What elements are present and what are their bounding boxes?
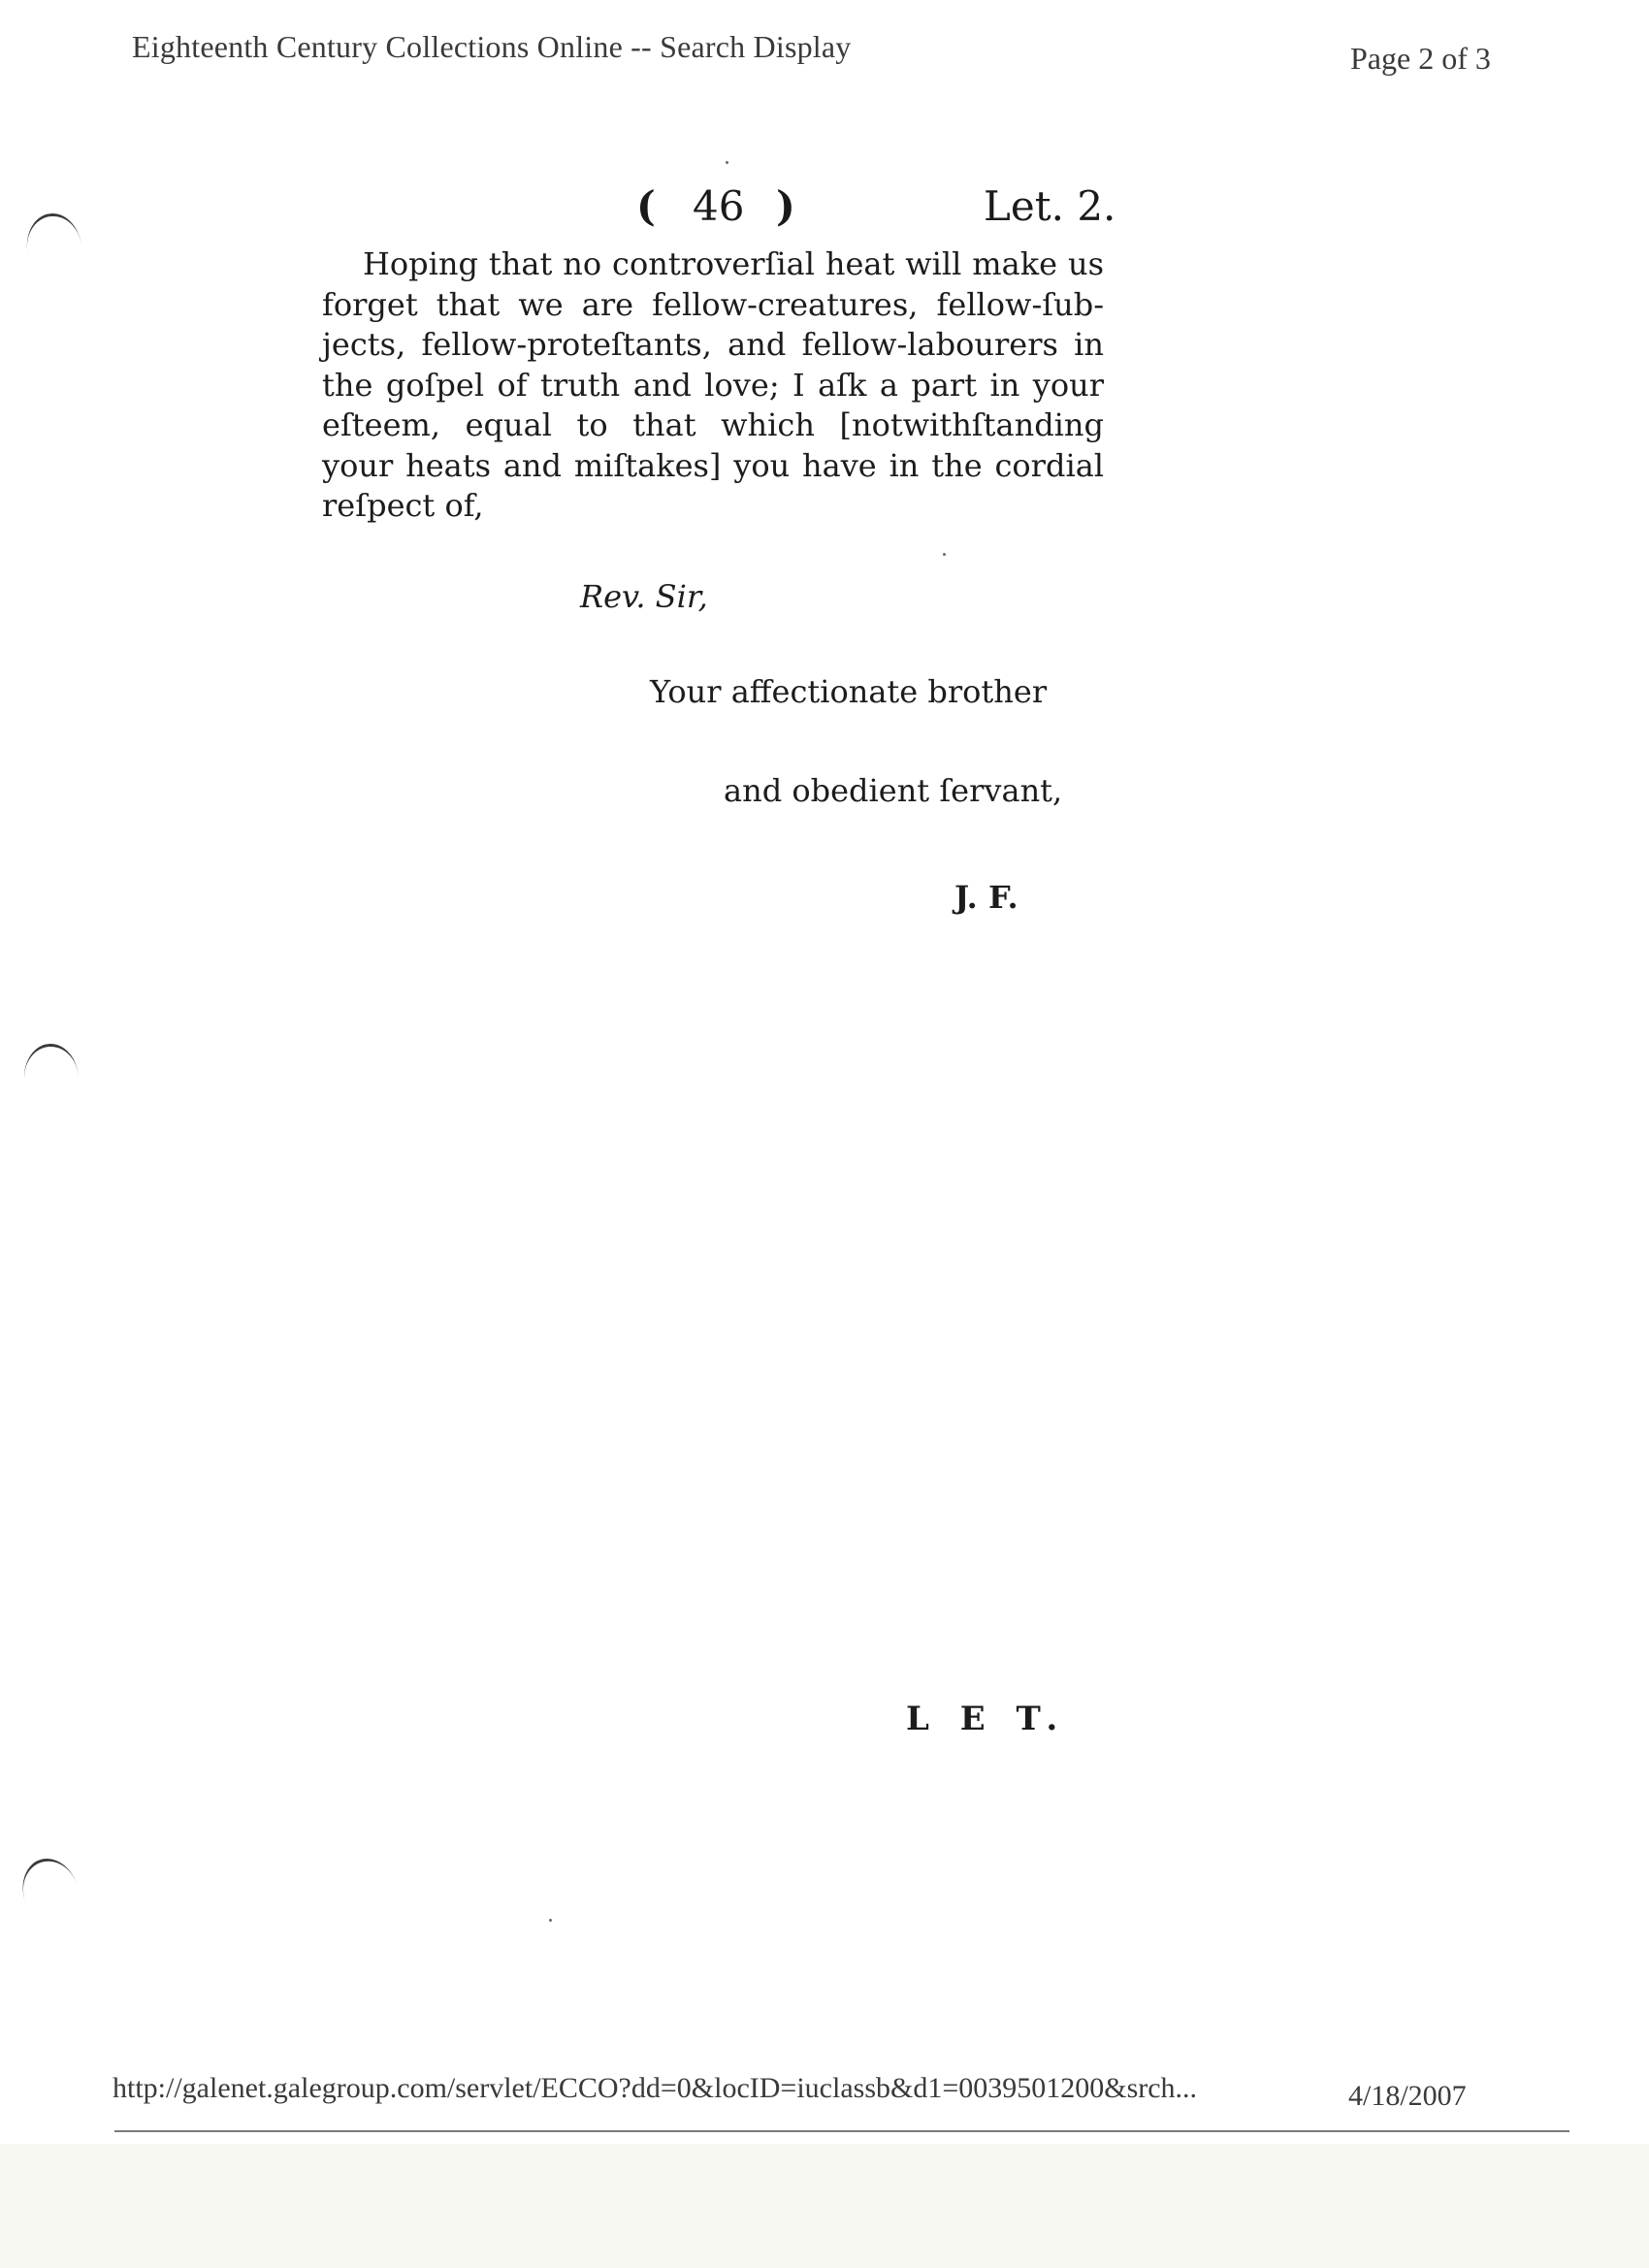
scan-speck xyxy=(549,1919,552,1922)
scan-speck xyxy=(943,553,946,556)
catchword: L E T. xyxy=(906,1700,1068,1738)
scanner-bottom-strip xyxy=(0,2144,1649,2268)
footer-divider xyxy=(114,2130,1569,2132)
signature-initials: J. F. xyxy=(954,879,1018,916)
closing-line: and obedient ſervant, xyxy=(724,772,1063,809)
print-footer-date: 4/18/2007 xyxy=(1348,2080,1467,2112)
letter-body-paragraph: Hoping that no controverſial heat will make us forget that we are fellow-creatures, fellow-ſub-jects, fellow-proteſtants, and fellow-labourers in the goſpel of truth and love; I aſk a part in your eſteem, equal to that which [notwithſtanding your heats and miſtakes] you have in the cordial reſpect of, xyxy=(322,245,1104,524)
page-number: 46 xyxy=(693,182,745,230)
page-number-open-paren: ( xyxy=(636,182,656,230)
hole-punch-mark xyxy=(15,1851,80,1907)
print-footer-url: http://galenet.galegroup.com/servlet/ECCO?dd=0&locID=iuclassb&d1=0039501200&srch... xyxy=(113,2072,1198,2104)
scan-speck xyxy=(726,161,728,164)
salutation: Rev. Sir, xyxy=(580,578,708,615)
page-number-close-paren: ) xyxy=(776,182,795,230)
letter-number: Let. 2. xyxy=(984,182,1116,230)
hole-punch-mark xyxy=(22,1042,80,1087)
hole-punch-mark xyxy=(22,210,81,258)
print-header-title: Eighteenth Century Collections Online -- Search Display xyxy=(132,29,852,64)
closing-line: Your affectionate brother xyxy=(650,673,1048,710)
print-header-page-count: Page 2 of 3 xyxy=(1350,41,1491,76)
